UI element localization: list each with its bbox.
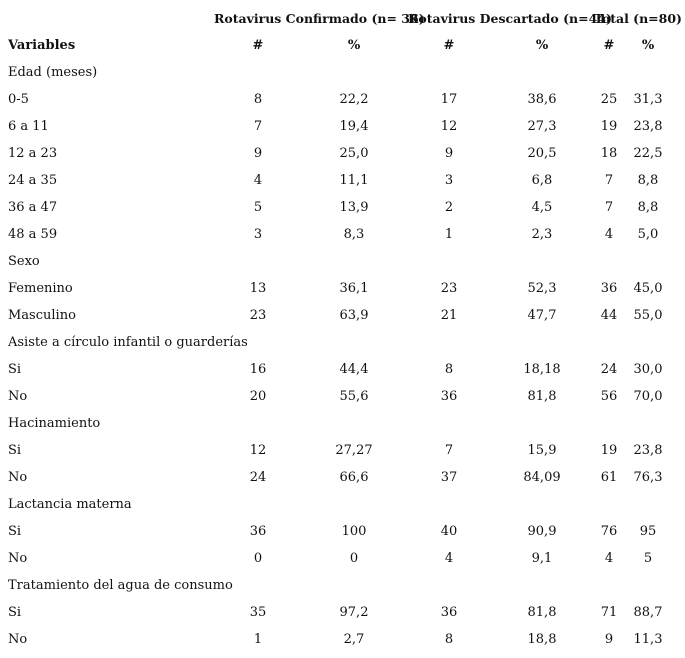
row-label: Si (8, 524, 22, 539)
cell-discarded-percent: 52,3 (527, 281, 557, 296)
col-header-total-percent: % (641, 38, 655, 53)
cell-discarded-count: 9 (444, 146, 454, 161)
column-header-row (0, 37, 685, 64)
cell-confirmed-count: 4 (253, 173, 263, 188)
col-header-discarded-count: # (443, 38, 455, 53)
col-header-confirmed-percent: % (347, 38, 361, 53)
cell-confirmed-percent: 66,6 (339, 470, 369, 485)
cell-total-percent: 76,3 (633, 470, 663, 485)
cell-discarded-percent: 18,18 (523, 362, 561, 377)
cell-total-count: 4 (604, 551, 614, 566)
cell-discarded-count: 37 (440, 470, 458, 485)
cell-confirmed-percent: 36,1 (339, 281, 369, 296)
cell-confirmed-percent: 25,0 (339, 146, 369, 161)
cell-confirmed-percent: 11,1 (339, 173, 369, 188)
table-row (0, 631, 685, 658)
cell-confirmed-percent: 55,6 (339, 389, 369, 404)
cell-discarded-count: 21 (440, 308, 458, 323)
cell-confirmed-count: 7 (253, 119, 263, 134)
cell-confirmed-percent: 63,9 (339, 308, 369, 323)
section-title-row (0, 64, 685, 91)
cell-confirmed-count: 20 (249, 389, 267, 404)
cell-discarded-count: 23 (440, 281, 458, 296)
cell-total-count: 18 (600, 146, 618, 161)
table-row (0, 442, 685, 469)
cell-total-percent: 23,8 (633, 443, 663, 458)
table-row (0, 226, 685, 253)
row-label: No (8, 389, 28, 404)
cell-confirmed-count: 0 (253, 551, 263, 566)
cell-confirmed-count: 5 (253, 200, 263, 215)
cell-total-percent: 88,7 (633, 605, 663, 620)
row-label: 36 a 47 (8, 200, 58, 215)
cell-total-percent: 8,8 (637, 200, 659, 215)
cell-discarded-percent: 81,8 (527, 605, 557, 620)
cell-discarded-count: 8 (444, 632, 454, 647)
cell-discarded-count: 3 (444, 173, 454, 188)
table-row (0, 118, 685, 145)
table-row (0, 604, 685, 631)
cell-total-count: 9 (604, 632, 614, 647)
cell-total-count: 24 (600, 362, 618, 377)
table-row (0, 280, 685, 307)
table-row (0, 145, 685, 172)
table-row (0, 199, 685, 226)
cell-total-percent: 5 (643, 551, 653, 566)
row-label: Si (8, 605, 22, 620)
cell-discarded-count: 17 (440, 92, 458, 107)
col-header-discarded-percent: % (535, 38, 549, 53)
cell-total-count: 7 (604, 200, 614, 215)
section-title: Sexo (8, 254, 40, 269)
cell-discarded-count: 7 (444, 443, 454, 458)
cell-total-count: 71 (600, 605, 618, 620)
cell-discarded-percent: 15,9 (527, 443, 557, 458)
cell-discarded-count: 1 (444, 227, 454, 242)
cell-total-percent: 55,0 (633, 308, 663, 323)
cell-confirmed-count: 1 (253, 632, 263, 647)
table-row (0, 172, 685, 199)
cell-discarded-count: 36 (440, 389, 458, 404)
cell-confirmed-percent: 100 (341, 524, 367, 539)
row-label: No (8, 470, 28, 485)
cell-total-count: 7 (604, 173, 614, 188)
group-header-row (0, 10, 685, 37)
cell-confirmed-percent: 19,4 (339, 119, 369, 134)
section-title: Lactancia materna (8, 497, 132, 512)
cell-discarded-count: 40 (440, 524, 458, 539)
row-label: 24 a 35 (8, 173, 58, 188)
cell-confirmed-percent: 2,7 (343, 632, 365, 647)
cell-total-count: 19 (600, 119, 618, 134)
group-header-confirmed: Rotavirus Confirmado (n= 36) (214, 11, 425, 26)
cell-discarded-percent: 2,3 (531, 227, 553, 242)
cell-confirmed-count: 9 (253, 146, 263, 161)
table-row (0, 361, 685, 388)
section-title-row (0, 415, 685, 442)
cell-total-percent: 70,0 (633, 389, 663, 404)
cell-confirmed-percent: 97,2 (339, 605, 369, 620)
section-title-row (0, 496, 685, 523)
cell-total-count: 25 (600, 92, 618, 107)
section-title: Edad (meses) (8, 65, 98, 80)
cell-total-percent: 45,0 (633, 281, 663, 296)
section-title-row (0, 253, 685, 280)
cell-discarded-percent: 47,7 (527, 308, 557, 323)
col-header-confirmed-count: # (252, 38, 264, 53)
cell-discarded-percent: 27,3 (527, 119, 557, 134)
cell-discarded-percent: 9,1 (531, 551, 553, 566)
row-label: No (8, 551, 28, 566)
cell-confirmed-count: 12 (249, 443, 267, 458)
cell-discarded-percent: 20,5 (527, 146, 557, 161)
cell-total-percent: 30,0 (633, 362, 663, 377)
table-row (0, 307, 685, 334)
cell-discarded-percent: 6,8 (531, 173, 553, 188)
section-title-row (0, 577, 685, 604)
cell-confirmed-percent: 44,4 (339, 362, 369, 377)
cell-discarded-percent: 38,6 (527, 92, 557, 107)
table-row (0, 388, 685, 415)
cell-total-percent: 23,8 (633, 119, 663, 134)
cell-total-count: 76 (600, 524, 618, 539)
row-label: 6 a 11 (8, 119, 49, 134)
cell-discarded-count: 12 (440, 119, 458, 134)
cell-confirmed-count: 36 (249, 524, 267, 539)
cell-discarded-percent: 90,9 (527, 524, 557, 539)
row-label: Masculino (8, 308, 76, 323)
cell-confirmed-percent: 13,9 (339, 200, 369, 215)
cell-total-percent: 95 (639, 524, 657, 539)
row-label: 48 a 59 (8, 227, 58, 242)
cell-confirmed-count: 16 (249, 362, 267, 377)
variables-header: Variables (8, 38, 76, 53)
cell-discarded-count: 2 (444, 200, 454, 215)
row-label: Si (8, 362, 22, 377)
table-row (0, 469, 685, 496)
cell-discarded-count: 36 (440, 605, 458, 620)
cell-confirmed-count: 23 (249, 308, 267, 323)
cell-total-count: 19 (600, 443, 618, 458)
row-label: 12 a 23 (8, 146, 58, 161)
cell-confirmed-count: 13 (249, 281, 267, 296)
row-label: Femenino (8, 281, 73, 296)
cell-total-count: 36 (600, 281, 618, 296)
cell-total-percent: 5,0 (637, 227, 659, 242)
cell-confirmed-percent: 8,3 (343, 227, 365, 242)
row-label: Si (8, 443, 22, 458)
section-title-row (0, 334, 685, 361)
cell-total-count: 4 (604, 227, 614, 242)
cell-discarded-percent: 81,8 (527, 389, 557, 404)
row-label: 0-5 (8, 92, 29, 107)
cell-confirmed-percent: 27,27 (335, 443, 373, 458)
cell-discarded-percent: 84,09 (523, 470, 561, 485)
cell-total-count: 44 (600, 308, 618, 323)
cell-confirmed-count: 8 (253, 92, 263, 107)
cell-discarded-percent: 18,8 (527, 632, 557, 647)
group-header-total: Total (n=80) (594, 11, 682, 26)
cell-discarded-count: 4 (444, 551, 454, 566)
cell-total-count: 56 (600, 389, 618, 404)
table-row (0, 91, 685, 118)
section-title: Tratamiento del agua de consumo (8, 578, 233, 593)
cell-confirmed-percent: 0 (349, 551, 359, 566)
section-title: Hacinamiento (8, 416, 101, 431)
group-header-discarded: Rotavirus Descartado (n=44) (408, 11, 612, 26)
table-row (0, 550, 685, 577)
row-label: No (8, 632, 28, 647)
col-header-total-count: # (603, 38, 615, 53)
cell-confirmed-count: 24 (249, 470, 267, 485)
table-row (0, 523, 685, 550)
cell-total-percent: 31,3 (633, 92, 663, 107)
cell-confirmed-count: 3 (253, 227, 263, 242)
cell-confirmed-percent: 22,2 (339, 92, 369, 107)
section-title: Asiste a círculo infantil o guarderías (8, 335, 248, 350)
cell-discarded-count: 8 (444, 362, 454, 377)
cell-confirmed-count: 35 (249, 605, 267, 620)
cell-total-count: 61 (600, 470, 618, 485)
cell-discarded-percent: 4,5 (531, 200, 553, 215)
cell-total-percent: 11,3 (633, 632, 663, 647)
cell-total-percent: 8,8 (637, 173, 659, 188)
cell-total-percent: 22,5 (633, 146, 663, 161)
